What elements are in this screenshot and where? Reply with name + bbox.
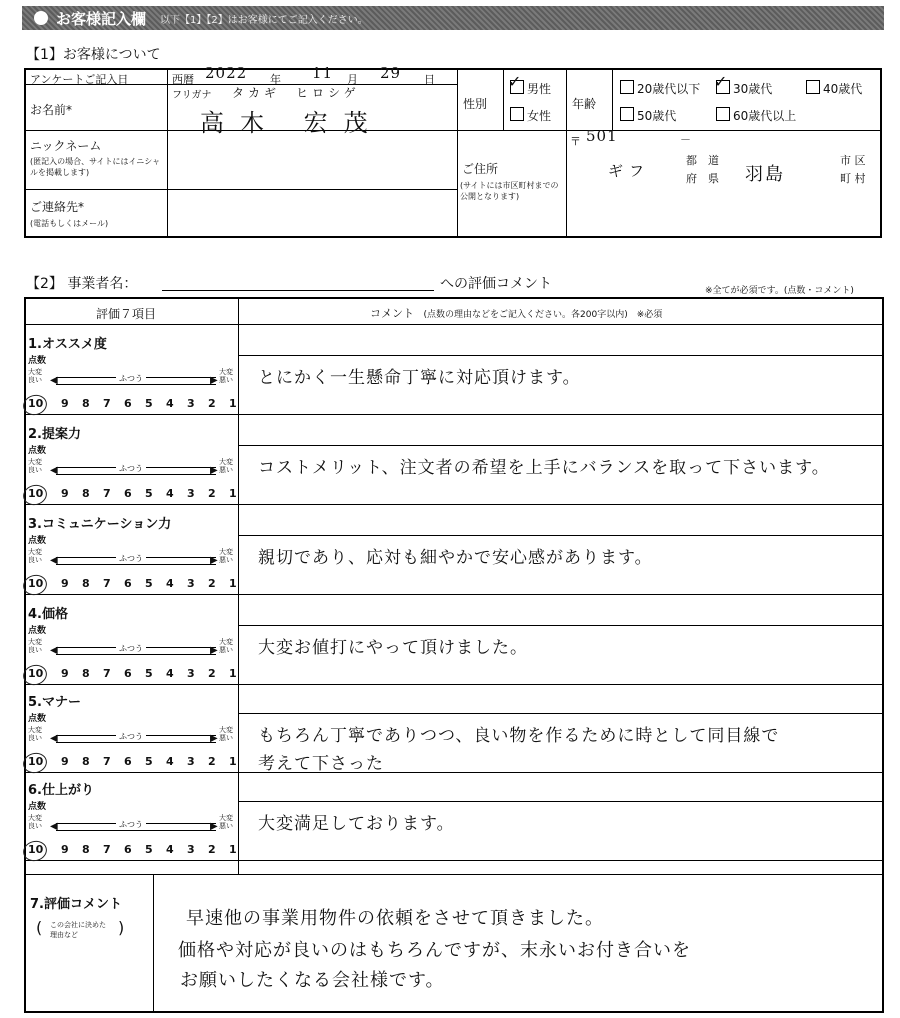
item-comment-line-1[interactable]: 親切であり、応対も細やかで安心感があります。 [258, 548, 653, 568]
name-value[interactable]: 高木 宏茂 [200, 109, 384, 137]
postal-mark: 〒 [570, 135, 581, 148]
score-option[interactable]: 9 [61, 755, 69, 768]
survey-month[interactable]: 11 [312, 64, 334, 82]
contact-label: ご連絡先* [30, 200, 85, 214]
score-option[interactable]: 10 [28, 397, 44, 410]
required-note: ※全てが必須です。(点数・コメント) [705, 286, 854, 296]
score-option[interactable]: 8 [82, 843, 90, 856]
score-option[interactable]: 4 [166, 755, 174, 768]
score-option[interactable]: 5 [145, 397, 153, 410]
arrow-right-icon: ▶ [210, 375, 218, 386]
nickname-field[interactable] [168, 131, 456, 189]
item-comment-line-1[interactable]: もちろん丁寧でありつつ、良い物を作るために時として同目線で [258, 726, 780, 746]
item-comment-line-2[interactable]: 考えて下さった [258, 754, 384, 774]
score-option[interactable]: 4 [166, 397, 174, 410]
best-label: 大変良い [28, 638, 42, 654]
arrow-left-icon: ◀ [50, 465, 58, 476]
mid-label: ふつう [116, 731, 146, 742]
postal-dash: － [680, 133, 691, 146]
arrow-right-icon: ▶ [210, 733, 218, 744]
score-option[interactable]: 7 [103, 843, 111, 856]
worst-label: 大変悪い [219, 458, 233, 474]
overall-comment-line-1[interactable]: 早速他の事業用物件の依頼をさせて頂きました。 [186, 908, 604, 929]
score-option[interactable]: 10 [28, 577, 44, 590]
furigana-value[interactable]: タカギ ヒロシゲ [232, 86, 360, 100]
city-suffix-bottom: 町 村 [840, 172, 866, 185]
prefecture-value[interactable]: ギフ [608, 162, 651, 180]
score-option[interactable]: 5 [145, 667, 153, 680]
gender-female-checkbox[interactable] [510, 107, 524, 121]
age-40s-label: 40歳代 [823, 82, 863, 96]
contact-field[interactable] [168, 190, 456, 236]
score-label: 点数 [28, 714, 47, 724]
gender-female-label: 女性 [527, 109, 552, 123]
section1-title: 【1】お客様について [26, 47, 161, 63]
check-mark-icon: ✓ [508, 72, 523, 91]
age-50s-checkbox[interactable] [620, 107, 634, 121]
item-name: 4.価格 [28, 607, 68, 622]
score-label: 点数 [28, 356, 47, 366]
mid-label: ふつう [116, 553, 146, 564]
overall-comment-note: この会社に決めた理由など [50, 921, 106, 939]
paren-close: ) [118, 918, 125, 937]
item-name: 2.提案力 [28, 427, 81, 442]
survey-year[interactable]: 2022 [205, 64, 248, 82]
score-option[interactable]: 1 [229, 397, 237, 410]
score-label: 点数 [28, 446, 47, 456]
contact-note: (電話もしくはメール) [30, 219, 109, 228]
era-label: 西暦 [172, 73, 194, 86]
score-option[interactable]: 7 [103, 667, 111, 680]
age-20s-checkbox[interactable] [620, 80, 634, 94]
furigana-label: フリガナ [172, 90, 212, 101]
prefecture-suffix-top: 都 道 [686, 154, 719, 167]
score-option[interactable]: 9 [61, 843, 69, 856]
worst-label: 大変悪い [219, 548, 233, 564]
score-option[interactable]: 6 [124, 755, 132, 768]
postal-code[interactable]: 501 [586, 127, 618, 145]
score-option[interactable]: 3 [187, 577, 195, 590]
year-unit: 年 [270, 73, 281, 86]
comment-header-note: (点数の理由などをご記入ください。各200字以内) ※必須 [423, 310, 663, 320]
score-option[interactable]: 8 [82, 755, 90, 768]
age-30s-label: 30歳代 [733, 82, 773, 96]
age-50s-label: 50歳代 [637, 109, 677, 123]
customer-entry-banner [22, 6, 884, 30]
score-option[interactable]: 2 [208, 755, 216, 768]
address-note: (サイトには市区町村までの公開となります) [460, 181, 559, 201]
nickname-label: ニックネーム [30, 139, 102, 153]
score-option[interactable]: 3 [187, 487, 195, 500]
score-option[interactable]: 6 [124, 577, 132, 590]
banner-title: お客様記入欄 [56, 9, 147, 28]
best-label: 大変良い [28, 368, 42, 384]
score-option[interactable]: 2 [208, 843, 216, 856]
score-option[interactable]: 10 [28, 755, 44, 768]
survey-day[interactable]: 29 [380, 64, 402, 82]
score-option[interactable]: 6 [124, 487, 132, 500]
score-option[interactable]: 5 [145, 577, 153, 590]
score-option[interactable]: 7 [103, 577, 111, 590]
day-unit: 日 [424, 73, 435, 86]
items-column-header: 評価７項目 [96, 307, 157, 321]
score-option[interactable]: 2 [208, 667, 216, 680]
worst-label: 大変悪い [219, 638, 233, 654]
score-option[interactable]: 7 [103, 487, 111, 500]
score-option[interactable]: 2 [208, 487, 216, 500]
nickname-note: (匿記入の場合、サイトにはイニシャルを掲載します) [30, 157, 161, 177]
score-label: 点数 [28, 536, 47, 546]
worst-label: 大変悪い [219, 368, 233, 384]
score-option[interactable]: 8 [82, 577, 90, 590]
best-label: 大変良い [28, 726, 42, 742]
section2-title-suffix: への評価コメント [440, 276, 552, 292]
arrow-right-icon: ▶ [210, 555, 218, 566]
comment-header-label: コメント [370, 307, 414, 320]
best-label: 大変良い [28, 814, 42, 830]
score-option[interactable]: 1 [229, 667, 237, 680]
city-suffix-top: 市 区 [840, 154, 866, 167]
best-label: 大変良い [28, 548, 42, 564]
score-option[interactable]: 10 [28, 843, 44, 856]
age-60s-label: 60歳代以上 [733, 109, 797, 123]
score-option[interactable]: 8 [82, 667, 90, 680]
city-value[interactable]: 羽島 [745, 164, 785, 185]
arrow-left-icon: ◀ [50, 733, 58, 744]
score-option[interactable]: 3 [187, 843, 195, 856]
arrow-left-icon: ◀ [50, 821, 58, 832]
banner-note: 以下【1】【2】はお客様にてご記入ください。 [160, 14, 368, 26]
score-label: 点数 [28, 626, 47, 636]
score-option[interactable]: 10 [28, 487, 44, 500]
age-20s-label: 20歳代以下 [637, 82, 701, 96]
item-name: 6.仕上がり [28, 783, 94, 798]
mid-label: ふつう [116, 643, 146, 654]
item-name: 5.マナー [28, 695, 81, 710]
mid-label: ふつう [116, 373, 146, 384]
worst-label: 大変悪い [219, 726, 233, 742]
prefecture-suffix-bottom: 府 県 [686, 172, 719, 185]
score-option[interactable]: 5 [145, 843, 153, 856]
mid-label: ふつう [116, 819, 146, 830]
arrow-right-icon: ▶ [210, 821, 218, 832]
item-comment-line-1[interactable]: コストメリット、注文者の希望を上手にバランスを取って下さいます。 [258, 458, 830, 478]
mid-label: ふつう [116, 463, 146, 474]
worst-label: 大変悪い [219, 814, 233, 830]
score-option[interactable]: 9 [61, 577, 69, 590]
section2-title-prefix: 【2】 事業者名： [26, 276, 138, 292]
name-label: お名前* [30, 103, 73, 117]
score-option[interactable]: 4 [166, 487, 174, 500]
address-label: ご住所 [462, 162, 499, 176]
score-option[interactable]: 1 [229, 843, 237, 856]
score-option[interactable]: 1 [229, 577, 237, 590]
arrow-left-icon: ◀ [50, 555, 58, 566]
age-60s-checkbox[interactable] [716, 107, 730, 121]
score-option[interactable]: 6 [124, 397, 132, 410]
arrow-right-icon: ▶ [210, 465, 218, 476]
overall-comment-line-2[interactable]: 価格や対応が良いのはもちろんですが、末永いお付き合いを [178, 940, 691, 961]
score-option[interactable]: 9 [61, 667, 69, 680]
score-option[interactable]: 3 [187, 667, 195, 680]
best-label: 大変良い [28, 458, 42, 474]
month-unit: 月 [347, 73, 358, 86]
score-option[interactable]: 7 [103, 755, 111, 768]
arrow-left-icon: ◀ [50, 375, 58, 386]
survey-date-label: アンケートご記入日 [30, 73, 129, 86]
score-option[interactable]: 9 [61, 397, 69, 410]
gender-label: 性別 [463, 97, 488, 111]
score-option[interactable]: 3 [187, 397, 195, 410]
comment-column-header [370, 305, 662, 321]
score-option[interactable]: 10 [28, 667, 44, 680]
item-comment-line-1[interactable]: 大変お値打にやって頂けました。 [258, 638, 528, 658]
arrow-left-icon: ◀ [50, 645, 58, 656]
score-option[interactable]: 9 [61, 487, 69, 500]
score-option[interactable]: 5 [145, 487, 153, 500]
score-option[interactable]: 8 [82, 487, 90, 500]
score-option[interactable]: 1 [229, 755, 237, 768]
overall-comment-label: 7.評価コメント [30, 897, 122, 912]
paren-open: ( [36, 918, 43, 937]
business-name-field[interactable] [162, 290, 434, 291]
check-mark-icon: ✓ [714, 72, 729, 91]
score-option[interactable]: 5 [145, 755, 153, 768]
score-option[interactable]: 7 [103, 397, 111, 410]
item-comment-line-1[interactable]: 大変満足しております。 [258, 814, 455, 834]
item-name: 3.コミュニケーション力 [28, 517, 172, 532]
bullet-icon [34, 11, 48, 25]
score-option[interactable]: 1 [229, 487, 237, 500]
score-option[interactable]: 3 [187, 755, 195, 768]
score-option[interactable]: 2 [208, 577, 216, 590]
score-option[interactable]: 6 [124, 843, 132, 856]
age-40s-checkbox[interactable] [806, 80, 820, 94]
item-name: 1.オススメ度 [28, 337, 107, 352]
score-option[interactable]: 6 [124, 667, 132, 680]
score-option[interactable]: 4 [166, 843, 174, 856]
overall-comment-line-3[interactable]: お願いしたくなる会社様です。 [180, 970, 445, 991]
score-option[interactable]: 2 [208, 397, 216, 410]
item-comment-line-1[interactable]: とにかく一生懸命丁寧に対応頂けます。 [258, 368, 581, 388]
score-label: 点数 [28, 802, 47, 812]
gender-male-label: 男性 [527, 82, 552, 96]
score-option[interactable]: 8 [82, 397, 90, 410]
arrow-right-icon: ▶ [210, 645, 218, 656]
score-option[interactable]: 4 [166, 667, 174, 680]
age-label: 年齢 [572, 97, 597, 111]
score-option[interactable]: 4 [166, 577, 174, 590]
